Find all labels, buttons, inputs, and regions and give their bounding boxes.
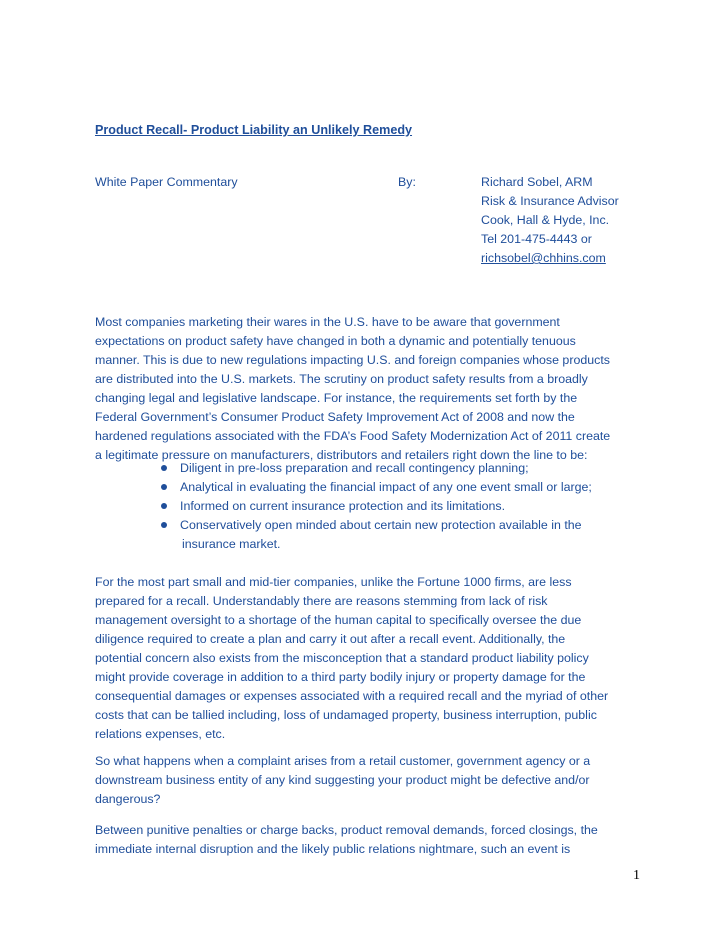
text-line: So what happens when a complaint arises from a retail customer, government agency or a bbox=[95, 754, 591, 768]
list-item bbox=[158, 497, 678, 516]
list-item bbox=[158, 478, 678, 497]
bullet-icon bbox=[161, 484, 167, 490]
list-item-continuation: insurance market. bbox=[182, 537, 281, 551]
text-line: potential concern also exists from the misconception that a standard product liability policy bbox=[95, 651, 589, 665]
text-line: costs that can be tallied including, loss of undamaged property, business interruption, public bbox=[95, 708, 597, 722]
paragraph-question bbox=[95, 752, 655, 809]
document-title: Product Recall- Product Liability an Unlikely Remedy bbox=[95, 123, 413, 137]
list-item-text: Informed on current insurance protection and its limitations. bbox=[180, 499, 506, 513]
bullet-icon bbox=[161, 522, 167, 528]
paragraph-consequences bbox=[95, 821, 655, 859]
list-item bbox=[158, 459, 678, 478]
text-line: diligence required to create a plan and carry it out after a recall event. Additionally, the bbox=[95, 632, 566, 646]
text-line: Federal Government’s Consumer Product Safety Improvement Act of 2008 and now the bbox=[95, 410, 575, 424]
text-line: immediate internal disruption and the likely public relations nightmare, such an event is bbox=[95, 842, 571, 856]
text-line: expectations on product safety have changed in both a dynamic and potentially tenuous bbox=[95, 334, 576, 348]
bullet-icon bbox=[161, 465, 167, 471]
author-title: Risk & Insurance Advisor bbox=[481, 194, 619, 208]
author-phone: Tel 201-475-4443 or bbox=[481, 232, 592, 246]
text-line: relations expenses, etc. bbox=[95, 727, 226, 741]
text-line: a legitimate pressure on manufacturers, distributors and retailers right down the line to be: bbox=[95, 448, 588, 462]
author-block bbox=[481, 173, 619, 268]
paragraph-intro bbox=[95, 313, 655, 465]
text-line: downstream business entity of any kind suggesting your product might be defective and/or bbox=[95, 773, 590, 787]
list-item bbox=[158, 516, 678, 535]
paragraph-small-companies bbox=[95, 573, 655, 744]
by-label: By: bbox=[398, 175, 416, 189]
text-line: manner. This is due to new regulations impacting U.S. and foreign companies whose products bbox=[95, 353, 610, 367]
list-item-text: Analytical in evaluating the financial impact of any one event small or large; bbox=[180, 480, 592, 494]
text-line: might provide coverage in addition to a third party bodily injury or property damage for the bbox=[95, 670, 586, 684]
text-line: are distributed into the U.S. markets. The scrutiny on product safety results from a broadly bbox=[95, 372, 588, 386]
text-line: prepared for a recall. Understandably there are reasons stemming from lack of risk bbox=[95, 594, 548, 608]
list-item-text: Diligent in pre-loss preparation and recall contingency planning; bbox=[180, 461, 529, 475]
author-email-link[interactable]: richsobel@chhins.com bbox=[481, 251, 606, 265]
text-line: management oversight to a shortage of the human capital to specifically oversee the due bbox=[95, 613, 582, 627]
page-number: 1 bbox=[633, 868, 640, 883]
author-company: Cook, Hall & Hyde, Inc. bbox=[481, 213, 610, 227]
text-line: Between punitive penalties or charge backs, product removal demands, forced closings, the bbox=[95, 823, 598, 837]
list-item-text: Conservatively open minded about certain new protection available in the bbox=[180, 518, 582, 532]
text-line: For the most part small and mid-tier companies, unlike the Fortune 1000 firms, are less bbox=[95, 575, 572, 589]
text-line: consequential damages or expenses associated with a required recall and the myriad of other bbox=[95, 689, 609, 703]
document-type-label: White Paper Commentary bbox=[95, 175, 238, 189]
text-line: dangerous? bbox=[95, 792, 161, 806]
bullet-icon bbox=[161, 503, 167, 509]
bullet-list bbox=[158, 459, 678, 554]
text-line: hardened regulations associated with the FDA’s Food Safety Modernization Act of 2011 create bbox=[95, 429, 611, 443]
text-line: changing legal and legislative landscape. For instance, the requirements set forth by the bbox=[95, 391, 578, 405]
author-name: Richard Sobel, ARM bbox=[481, 175, 593, 189]
text-line: Most companies marketing their wares in the U.S. have to be aware that government bbox=[95, 315, 560, 329]
